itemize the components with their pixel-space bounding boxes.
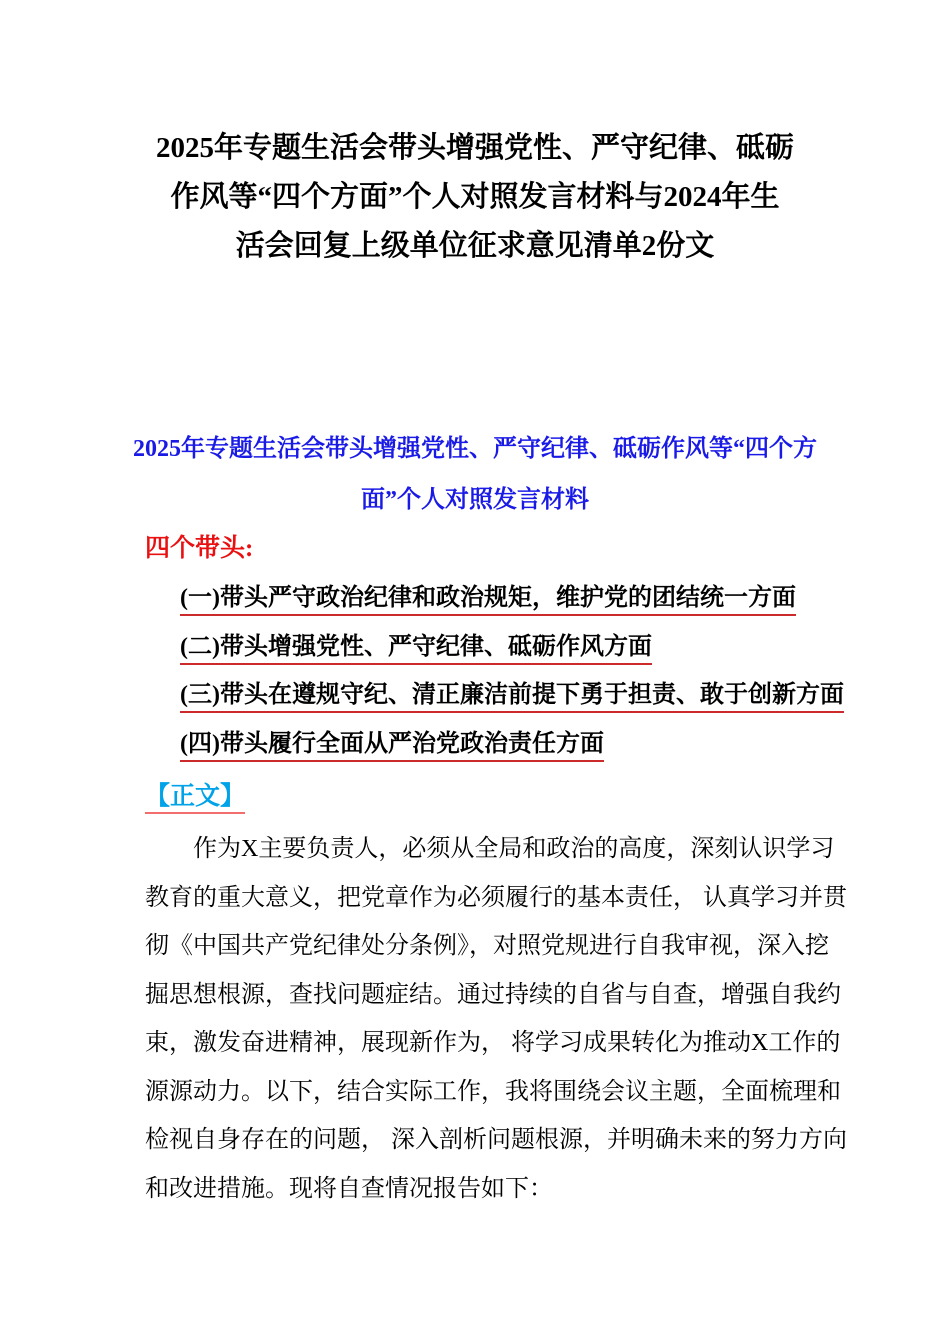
body-text-line: 和改进措施。现将自查情况报告如下： (145, 1175, 553, 1202)
body-section-label-text: 【正文】 (145, 783, 245, 814)
document-title (0, 124, 950, 271)
body-text-line: 教育的重大意义，把党章作为必须履行的基本责任， 认真学习并贯 (145, 884, 847, 911)
section-heading-four-leads: 四个带头: (145, 535, 254, 562)
list-item-text: (二)带头增强党性、严守纪律、砥砺作风方面 (180, 634, 652, 665)
body-paragraph (145, 825, 847, 1213)
body-text-line: 掘思想根源，查找问题症结。通过持续的自省与自查，增强自我约 (145, 981, 841, 1008)
four-lead-list (180, 574, 844, 768)
list-item (180, 574, 844, 623)
title-line: 活会回复上级单位征求意见清单2份文 (235, 230, 715, 262)
list-item (180, 671, 844, 720)
list-item-text: (四)带头履行全面从严治党政治责任方面 (180, 731, 604, 762)
body-text-line: 检视自身存在的问题， 深入剖析问题根源，并明确未来的努力方向 (145, 1127, 847, 1153)
list-item (180, 623, 844, 672)
body-text-line: 束，激发奋进精神，展现新作为， 将学习成果转化为推动X工作的 (145, 1030, 841, 1056)
document-subtitle (0, 424, 950, 526)
list-item-text: (一)带头严守政治纪律和政治规矩，维护党的团结统一方面 (180, 585, 796, 616)
body-text-line: 源源动力。以下，结合实际工作，我将围绕会议主题，全面梳理和 (145, 1078, 841, 1105)
title-line: 2025年专题生活会带头增强党性、严守纪律、砥砺 (155, 132, 794, 164)
body-section-label (145, 782, 245, 812)
subtitle-line: 2025年专题生活会带头增强党性、严守纪律、砥砺作风等“四个方 (133, 436, 817, 462)
list-item-text: (三)带头在遵规守纪、清正廉洁前提下勇于担责、敢于创新方面 (180, 682, 844, 713)
body-text-line: 彻《中国共产党纪律处分条例》，对照党规进行自我审视，深入挖 (145, 933, 829, 959)
list-item (180, 720, 844, 769)
body-text-line: 作为X主要负责人，必须从全局和政治的高度，深刻认识学习 (193, 836, 835, 862)
subtitle-line: 面”个人对照发言材料 (361, 487, 589, 513)
title-line: 作风等“四个方面”个人对照发言材料与2024年生 (170, 181, 780, 213)
